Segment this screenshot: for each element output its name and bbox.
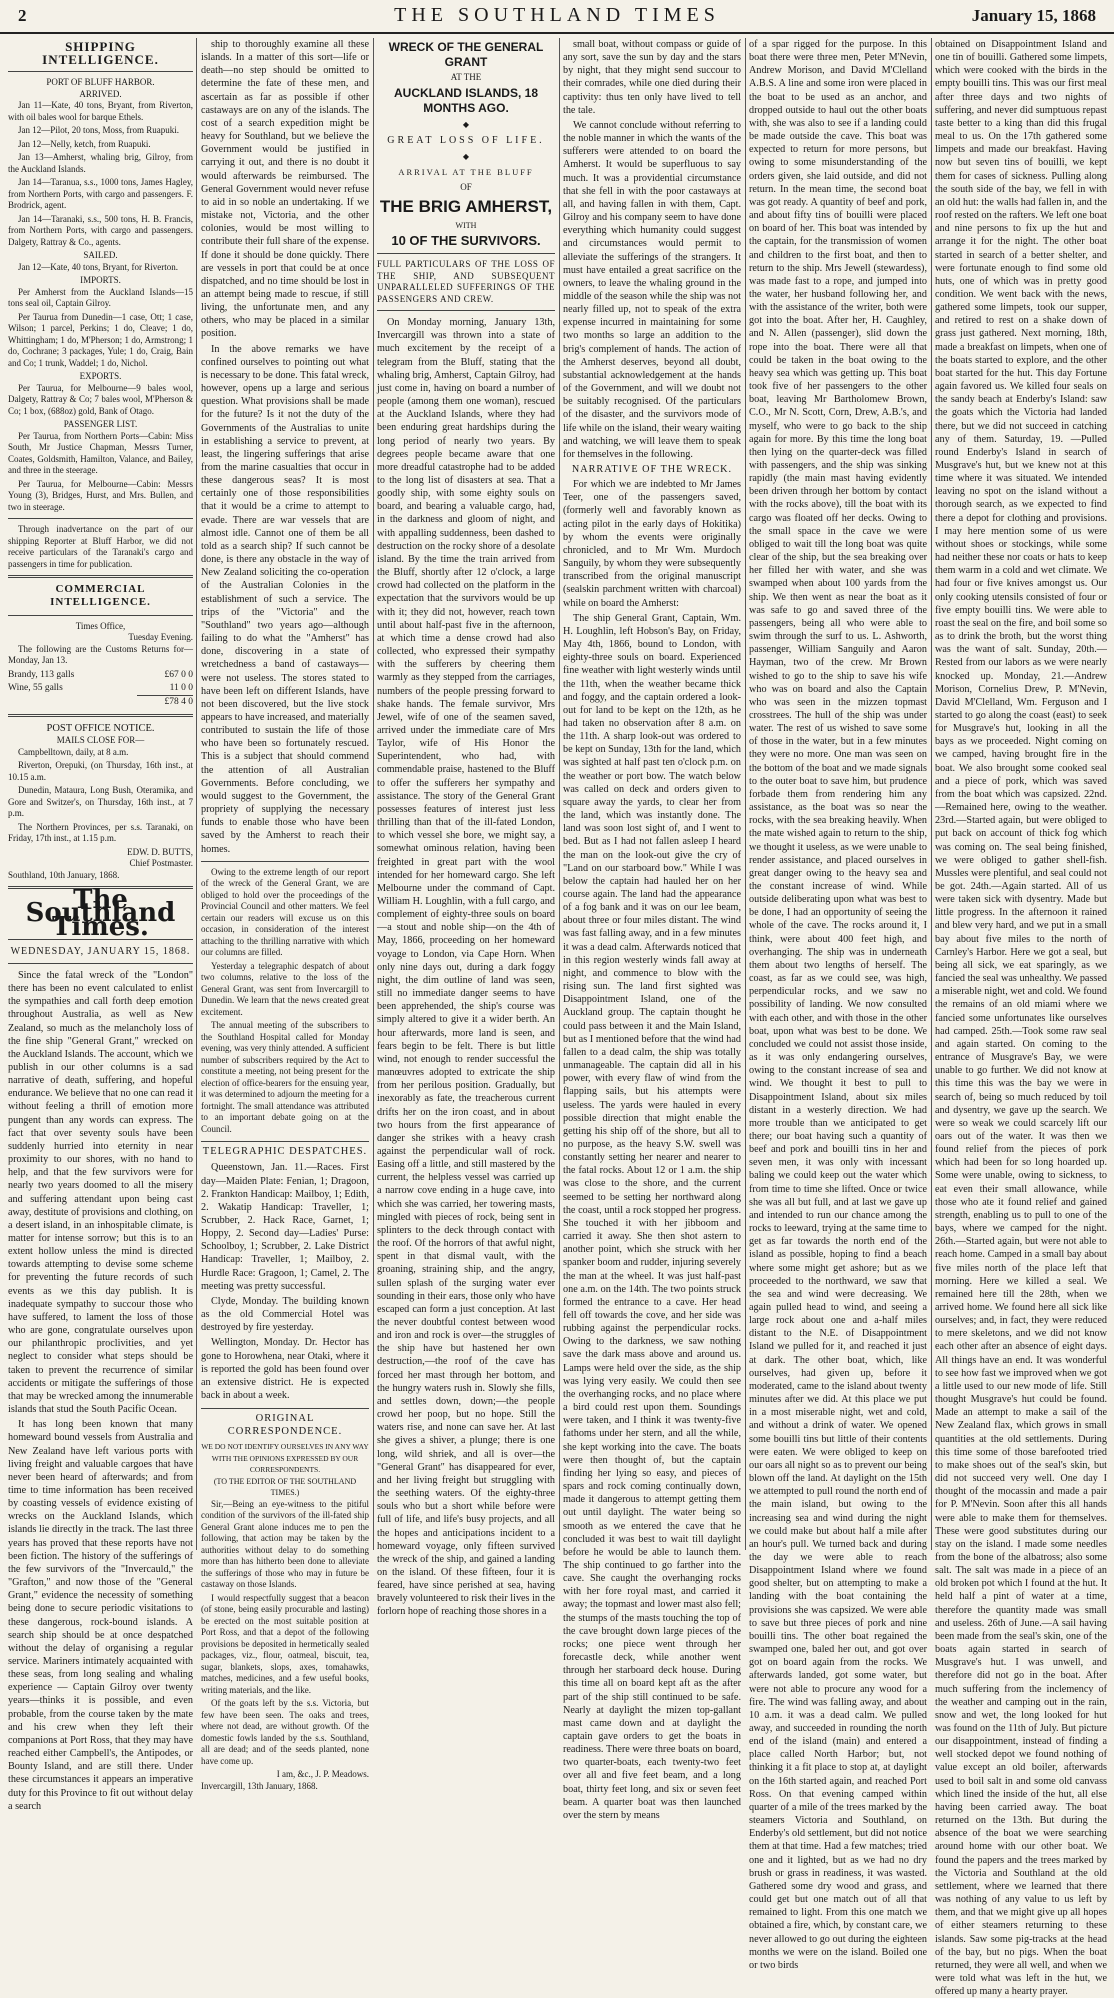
article-paragraph: On Monday morning, January 13th, Invercargill was thrown into a state of much excitement by the receipt of a telegram from the Bluff, stating that the whaling brig, Amherst, Captain Gilroy, had just come in, having on board a number of people (among them one woman), rescued at the Auckland Islands, where they had been enduring great hardships during the long period of nearly two years. By degrees people became aware that one more dreadful catastrophe had to be added to the long list of disasters at sea. That a goodly ship, with some eighty souls on board, and bearing a valuable cargo, had, in the darkness and gloom of night, and with appalling suddenness, been dashed to destruction on the rocky shore of a desolate island. By the time the train arrived from the Bluff, shortly after 12 o'clock, a large crowd had collected on the platform in the expectation that the survivors would be up with it; they did not, however, reach town until about half-past five in the afternoon, at which time a dense crowd had also collected, who expressed their sympathy with the sufferers by cheering them warmly as they stepped from the carriages, numbers of the people pressing forward to shake hands. The female survivor, Mrs Jewel, wife of one of the seamen saved, arrived under the immediate care of Mrs Taylor, wife of His Honor the Superintendent, who had, with commendable praise, hastened to the Bluff to offer the sufferers her sympathy and assistance. The story of the General Grant possesses features of interest just less thrilling than that of the ill-fated London, to which vessel she bore, we might say, a somewhat ominous relation, having been freighted in great part with the wool intended for her homeward cargo. She left Melbourne under the command of Capt. William H. Loughlin, with a full cargo, and complement of eighty-three souls on board—a stout and noble ship—on the 4th of May, 1866, proceeding on her homeward voyage to London, via Cape Horn. When only nine days out, during a dark foggy night, the dim outline of land was seen, still no immediate danger seems to have been apprehended, the ship's course was simply altered to give it a wider berth. An hour afterwards, more land is seen, and fears begin to be felt. There is but little wind, not enough to render successful the manœuvres adopted to extricate the ship from her perilous position. Gradually, but inexorably as fate, the treacherous current drifts her on the iron coast, and in about two hours from the first appearance of danger she strikes with a heavy crash against the perpendicular wall of rock. Easing off a little, and still mastered by the current, the helpless vessel was carried up a narrow cove ending in a huge cave, into which she was carried, her towering masts, mingled with pieces of rock, being sent in splinters to the deck through contact with the roof. Of the horrors of that awful night, spent in that dismal vault, with the groaning, straining ship, and the angry, sullen splash of the surging water ever sounding in their ears, those only who have escaped can form a just conception. At last the never doubtful contest between wood and iron and rock is over—the struggles of the ship have but hastened her own destruction,—the roof of the cave has forced her mast through her bottom, and the hungry waters rush in. Slowly she fills, and settles down, down;—the people crowd her poop, but no hope. Still the waters rise, and none can save her. At last she gives a shiver, a plunge; there is one long, wild shriek, and all is over—the "General Grant" has disappeared for ever, and her living freight but struggling with the seething waters. Of the eighty-three souls who but a short while before were full of life, and life's busy projects, and all the hopes and anticipations incident to a homeward voyage, only fifteen survived the wreck of the ship, and gained a landing on the island. Of these fifteen, four it is feared, have since perished at sea, having bravely volunteered to risk their lives in the forlorn hope of reaching those shores in a [377, 317, 555, 1618]
exports-heading: EXPORTS. [79, 371, 122, 382]
table-row [8, 669, 193, 682]
narrative-heading: NARRATIVE OF THE WRECK. [571, 464, 733, 475]
column-5 [749, 38, 927, 1971]
shipping-heading: SHIPPING INTELLIGENCE. [42, 39, 159, 68]
list-item: Per Taurua, for Melbourne—Cabin: Messrs Young (3), Bridges, Hurst, and Mrs. Bullen, and two in steerage. [8, 478, 193, 512]
correspondence-note: WE DO NOT IDENTIFY OURSELVES IN ANY WAY WITH THE OPINIONS EXPRESSED BY OUR CORRESPONDENTS. [201, 1442, 369, 1475]
article-paragraph: The ship General Grant, Captain, Wm. H. Loughlin, left Hobson's Bay, on Friday, May 4th, 1866, bound to London, with eighty-three souls on board. Experienced fine weather with light westerly winds until the 11th, when the weather became thick and foggy, and the captain ordered a look-out for land to be kept on the 12th, as he had taken no observation after 8 a.m. on the 11th. A sharp look-out was ordered to be kept on Sunday, 13th for the land, which was sighted at half past ten o'clock p.m. on the weather or port bow. The watch below was called on deck and orders given to square away the yards, to clear her from the land, which was instantly done. The land was soon lost sight of, and I went to bed. But as I had not fallen asleep I heard the man on the look-out give the cry of "Land on our starboard bow." While I was below the captain had hauled her on her course again. The land had the appearance of a fog bank and it was on our lee beam, about three or four miles distant. The wind was fast falling away, and in a few minutes it was a dead calm. Afterwards noticed that in this region westerly winds fall away at night, and commence to blow with the rising sun. The land first sighted was Disappointment Island, one of the Auckland group. The captain thought he could pass between it and the Main Island, but as I mentioned before that the wind had fallen to a dead calm, the ship was totally unmanageable. The captain did all in his power, with every flaw of wind from the flapping sails, but his attempts were useless. The yards were hauled in every possible direction that might enable the getting his ship off of the shore, but all to no purpose, as the heavy S.W. swell was constantly setting her nearer and nearer to the fatal rocks. About 12 or 1 a.m. the ship was close to the shore, and the current seemed to be setting her northward along the coast, until a rock stopped her progress. She touched it with her jibboom and carried it away. She then shot astern to another point, which she struck with her spanker boom and rudder, injuring severely the man at the wheel. It was just half-past one a.m. on the 14th. The two points struck formed the entrance to a cave. Her head fell off towards the cove, and her side was rubbing against the perpendicular rocks. Owing to the darkness, we saw nothing save the dark mass above and around us. Lamps were held over the side, as the ship was lying very easily. We could then see the overhanging rocks, and no place where a bird could rest upon them. Soundings were taken, and I think it was twenty-five fathoms under her stern, and all the while, she kept working into the cave. The boats were then thought of, but the captain finding her lying so easy, and pieces of spars and rock coming continually down, made it dangerous to attempt getting them out until daylight. The water being so smooth as we entered the cave that he concluded it was best to wait till daylight before he would be able to launch them. The ship continued to go farther into the cave. She caught the overhanging rocks with her fore royal mast, and carried it away; the topmast and lower mast also fell; the stumps of the masts touching the top of the cave brought down large pieces of the rocks; one piece went through her forecastle deck, while another went through her starboard deck house. During this time all on board kept aft as the after part of the ship still continued to be safe. Nearly at daylight the mizen top-gallant mast came down and at daylight the captain gave orders to get the boats in readiness. There were three boats on board, two quarter-boats, each twenty-two feet over all and five feet beam, and a long boat, thirty feet long, and six or seven feet beam. A quarter boat was then launched over the stern by means [563, 612, 741, 1821]
post-date: Southland, 10th January, 1868. [8, 869, 120, 880]
issue-date: January 15, 1868 [971, 6, 1096, 25]
postmaster-title: Chief Postmaster. [129, 858, 193, 869]
column-6 [935, 38, 1107, 1998]
column-rule [931, 38, 932, 1550]
list-item: Jan 12—Pilot, 20 tons, Moss, from Ruapuki. [18, 125, 180, 136]
correspondence-heading: ORIGINAL CORRESPONDENCE. [201, 1408, 369, 1438]
wreck-subheading: FULL PARTICULARS OF THE LOSS OF THE SHIP, AND SUBSEQUENT UNPARALLELED SUFFERINGS OF THE PASSENGERS AND CREW. [377, 259, 555, 304]
news-item: Owing to the extreme length of our report of the wreck of the General Grant, we are obliged to hold over the proceedings of the Provincial Council and other matters. We feel certain our readers will excuse us on this occasion, in consideration of the interest attaching to the thrilling narrative with which our columns are filled. [201, 866, 369, 958]
column-rule [196, 38, 197, 1550]
leader-date: WEDNESDAY, JANUARY 15, 1868. [10, 945, 191, 957]
list-item: Jan 12—Nelly, ketch, from Ruapuki. [18, 138, 151, 149]
imports-heading: IMPORTS. [80, 275, 121, 286]
nameplate: The Southland Times. [25, 885, 176, 942]
table-cell: Brandy, 113 galls [8, 669, 75, 680]
article-paragraph: small boat, without compass or guide of any sort, save the sun by day and the stars by night, that they might send succour to their comrades, while one died during their captivity: thus ten only have lived to tell the tale. [563, 39, 741, 116]
article-paragraph: of a spar rigged for the purpose. In this boat there were three men, Peter M'Nevin, Andrew Morison, and David M'Clelland A.B.S. A line and some iron were placed in the boat to be used as an anchor, and dropped outside to haul out the other boats with, she was also to see if a landing could be made outside the cave. This boat was expected to return for more persons, but owing to some misunderstanding of the orders given, she laid outside, and did not return. In the mean time, the second boat was got ready. A quantity of beef and pork, and about fifty tins of bouilli were placed on board of her. This boat was intended by the captain, for the transmission of women and children to the first boat, and then to return to the ship. Mrs Jewell (stewardess), was made fast to a rope, and jumped into the water, her husband following her, and with the assistance of the writer, both were got into the boat. After her, H. Caughley, and N. Allen (passenger), slid down the rope into the boat. There were all that could be taken in the boat owing to the heavy sea which was getting up. This boat took five of her passengers to the other boat, leaving Mr Bartholomew Brown, C.O., Mr N. Scott, Corn, Drew, A.B.'s, and myself, who were to go back to the ship again for more. By this time the long boat then lying on the quarter-deck was filled with passengers, and the ship was sinking rapidly (the main mast having evidently been driven through her bottom by contact with the rocks above), till the boat with its cargo was floated off her decks. Owing to the small space in the cave we were obliged to wait till the long boat was quite clear of the ship, but the sea breaking over her filled her with water, and she was swamped when about 100 yards from the ship. We then went as near the boat as it was safe to go and saved three of the passengers, being all who were able to swim through the surf to us. L. Ashworth, passenger, William Sanguily and Aaron Hayman, two of the crew. Mr Brown wished to go to the ship to save his wife who was on board and also the Captain who was seen in the mizzen topmast crosstrees. The hull of the ship was under water. The rest of us wished to save some of those in the water, but in a few minutes they were no more. One man was seen on the bottom of the boat and we made signals to the outer boat to save him, but prudence forbade them from rendering him any assistance, as the boat was so near the rocks, with the sea breaking heavily. When the mate wished again to return to the ship, we thought it useless, as we were unable to render assistance, and placed ourselves in great danger owing to the heavy sea and the constant increase of wind. While outside deliberating upon what was best to be done, I had an opportunity of seeing the whole of the cave. The rocks around it, I think, were about 400 feet high, and overhanging. The ship was in underneath them about two lengths of herself. The coast, as far as we could see, was high, perpendicular rocks, and we saw no possibility of landing. We now consulted with each other, and with those in the other boat, upon what was best to be done. We concluded we could not assist those inside, as it was only endangering ourselves, owing to the constant increase of sea and wind. We thought it best to pull to Disappointment Island, about six miles distant in a westerly direction. We had more trouble than we anticipated to get there; our boat having such a quantity of beef and pork and bouilli tins in her and seven men, it was only with incessant baling we could keep out the water which from time to time she lifted. Once or twice she was all but full, and at last we gave up and intended to run our chance among the rocks to leeward, trying at the same time to get as far towards the north end of the island as possible, hoping to find a beach where some might get ashore; but as we proceeded to the northward, we saw that the sea and wind were decreasing. We again pulled head to wind, and seeing a large rock about one and a-half miles distant to the N.E. of Disappointment Island we pulled for it, and reached it just at dark. The other boat, which, like ourselves, had given up, before it moderated, came to the island about twenty minutes after we did. At this place we put in a most miserable night, wet and cold, and without a drink of water. We opened some bouilli tins but little of their contents were eaten. We were obliged to keep on our oars all night so as to prevent our being blown off the land. At daylight on the 15th we attempted to pull round the north end of the main island, but owing to the increasing sea and wind during the night we could make but about half a mile after an hour's pull. We turned back and during the day we were able to reach Disappointment Island where we found good shelter, but on attempting to make a landing with the boat containing the provisions she was capsized. We were able to save but three pieces of pork and nine bouilli tins. The other boat regained the swamped one, baled her out, and got over got on board again from the rocks. We afterwards landed, got some water, but were not able to procure any wood for a fire. The wind was falling away, and about 10 a.m. it was a dead calm. We pulled away, and succeeded in rounding the north end of the island (main) and entered a place called North Harbor; but, not thinking it a fit place to stop at, at daylight on the 16th started again, and reached Port Ross. On that evening camped within quarter of a mile of the trees marked by the steamers Victoria and Southland, on Enderby's old settlement, but did not notice them at that time. Had a few matches; tried one and it lighted, but as we had no dry brush or grass in readiness, it was wasted. Gathered some dry wood and grass, and could get but one match out of all that remained to light. From this one match we obtained a fire, which, by constant care, we never allowed to go out during the eighteen months we were on the island. Boiled one or two birds [749, 39, 927, 1971]
column-3: WRECK OF THE GENERAL GRANT AT THE AUCKLAND ISLANDS, 18 MONTHS AGO. ◆ GREAT LOSS OF LIFE. ◆ ARRIVAL AT THE BLUFF OF THE BRIG AMHERST, WITH 10 OF THE SURVIVORS. FULL PARTICULARS OF THE LOSS OF THE SHIP, AND SUBSEQUENT UNPARALLELED SUFFERINGS OF THE PASSENGERS AND CREW. On Monday morning, January 13th, Invercargill was thrown into a state of much excitement by the receipt of a telegram from the Bluff, stating that the whaling brig, Amherst, Captain Gilroy, had just come in, having on board a number of people (among them one woman), rescued at the Auckland Islands, where they had been enduring great hardships during the long period of nearly two years. By degrees people became aware that one more dreadful catastrophe had to be added to the long list of disasters at sea. That a goodly ship, with some eighty souls on board, and bearing a valuable cargo, had, in the darkness and gloom of night, and with appalling suddenness, been dashed to destruction on the rocky shore of a desolate island. By the time the train arrived from the Bluff, shortly after 12 o'clock, a large crowd had collected on the platform in the expectation that the survivors would be up with it; they did not, however, reach town until about half-past five in the afternoon, at which time a dense crowd had also collected, who expressed their sympathy with the sufferers by cheering them warmly as they stepped from the carriages, numbers of the people pressing forward to shake hands. The female survivor, Mrs Jewel, wife of one of the seamen saved, arrived under the immediate care of Mrs Taylor, wife of His Honor the Superintendent, who had, with commendable praise, hastened to the Bluff to offer the sufferers her sympathy and assistance. The story of the General Grant possesses features of interest just less thrilling than that of the ill-fated London, to which vessel she bore, we might say, a somewhat ominous relation, having been freighted in great part with the wool intended for her homeward cargo. She left Melbourne under the command of Capt. William H. Loughlin, with a full cargo, and complement of eighty-three souls on board—a stout and noble ship—on the 4th of May, 1866, proceeding on her homeward voyage to London, via Cape Horn. When only nine days out, during a dark foggy night, the dim outline of land was seen, still no immediate danger seems to have been apprehended, the ship's course was simply altered to give it a wider berth. An hour afterwards, more land is seen, and fears begin to be felt. There is but little wind, not enough to render successful the manœuvres adopted to extricate the ship from her perilous position. Gradually, but inexorably as fate, the treacherous current drifts her on the iron coast, and in about two hours from the first appearance of danger she strikes with a heavy crash against the perpendicular wall of rock. Easing off a little, and still mastered by the current, the helpless vessel was carried up a narrow cove ending in a huge cave, into which she was carried, her towering masts, mingled with pieces of rock, being sent in splinters to the deck through contact with the roof. Of the horrors of that awful night, spent in that dismal vault, with the groaning, straining ship, and the angry, sullen splash of the surging water ever sounding in their ears, those only who have escaped can form a just conception. At last the never doubtful contest between wood and iron and rock is over—the struggles of the ship have but hastened her own destruction,—the roof of the cave has forced her mast through her bottom, and the hungry waters rush in. Slowly she fills, and settles down, down;—the people crowd her poop, but no hope. Still the waters rise, and none can save her. At last she gives a shiver, a plunge; there is one long, wild shriek, and all is over—the "General Grant" has disappeared for ever, and her living freight but struggling with the seething waters. Of the eighty-three souls who but a short while before were full of life, and life's busy projects, and all the hopes and anticipations incident to a homeward voyage, only fifteen survived the wreck of the ship, and gained a landing on the island. Of these fifteen, four it is feared, have since perished at sea, having bravely volunteered to risk their lives in the forlorn hope of reaching those shores in a [377, 40, 555, 1618]
wreck-headline-2: AUCKLAND ISLANDS, 18 MONTHS AGO. [393, 85, 538, 115]
passenger-heading: PASSENGER LIST. [63, 419, 138, 430]
wreck-headline-4: ARRIVAL AT THE BLUFF [398, 166, 534, 177]
telegraphic-heading: TELEGRAPHIC DESPATCHES. [201, 1141, 369, 1158]
correspondence-to: (TO THE EDITOR OF THE SOUTHLAND TIMES.) [213, 1476, 357, 1498]
news-item: Yesterday a telegraphic despatch of about two columns, relative to the loss of the General Grant, was sent from Invercargill to Dunedin. We learn that the news created great excitement. [201, 960, 369, 1017]
article-paragraph: For which we are indebted to Mr James Teer, one of the passengers saved, (formerly well and favorably known as acting pilot in the early days of Hokitika) by whom the events were originally chronicled, and to Mr Wm. Murdoch Sanguily, by whom they were subsequently transcribed from the original manuscript (sealskin parchment written with charcoal) while on board the Amherst: [563, 479, 741, 609]
table-cell: Wine, 55 galls [8, 683, 63, 694]
wreck-headline-5: THE BRIG AMHERST, [379, 196, 553, 216]
customs-table [8, 669, 193, 709]
commercial-heading: COMMERCIAL INTELLIGENCE. [50, 583, 151, 609]
article-paragraph: We cannot conclude without referring to the noble manner in which the wants of the sufferers were attended to on board the Amherst. It would be superfluous to say much. It was a providential circumstance that she fell in with the poor castaways at all, and having fallen in with them, Capt. Gilroy and his company seem to have done everything which humanity could suggest and circumstances would permit to alleviate the sufferings of the strangers. It must have entailed a great sacrifice on the owners, to leave the whaling ground in the middle of the season while the ship was not nearly filled up, not to speak of the extra expense incurred in maintaining for some two months so large an addition to the brig's complement of hands. The action of the Amherst deserves, beyond all doubt, substantial acknowledgement at the hands of the Government, and will we doubt not be suitably recognised. Of the particulars of the disaster, and the survivors mode of life while on the island, their weary waiting and watching, we will leave them to speak for themselves in the following. [563, 119, 741, 460]
headline-of: OF [460, 182, 472, 193]
table-cell: £67 0 0 [164, 669, 193, 680]
letter-paragraph: I would respectfully suggest that a beacon (of stone, being easily procurable and lasting) be erected on the most suitable position at Port Ross, and that a depot of the following provisions be deposited in hermetically sealed packages, viz., flour, oatmeal, biscuit, tea, sugar, blankets, slops, axes, tomahawks, matches, medicines, and a few useful books, writing materials, and the like. [201, 1592, 369, 1695]
list-item: Campbelltown, daily, at 8 a.m. [18, 746, 129, 757]
letter-date: Invercargill, 13th January, 1868. [201, 1780, 318, 1791]
times-office: Times Office, [75, 620, 126, 631]
list-item: Riverton, Orepuki, (on Thursday, 16th inst., at 10.15 a.m. [8, 760, 193, 782]
port-heading: PORT OF BLUFF HARBOR. [46, 77, 155, 88]
wreck-headline: WRECK OF THE GENERAL GRANT [388, 40, 544, 69]
table-cell: £78 4 0 [137, 695, 193, 709]
table-row [8, 695, 193, 709]
column-1 [8, 38, 193, 1812]
wreck-headline-6: 10 OF THE SURVIVORS. [391, 233, 541, 249]
column-rule [373, 38, 374, 1550]
letter-paragraph: Sir,—Being an eye-witness to the pitiful condition of the survivors of the ill-fated ship General Grant alone induces me to pen the following, that action may be taken by the authorities without delay to do something more than has hitherto been done to alleviate the sufferings of those who may in future be castaway on those Islands. [201, 1498, 369, 1590]
list-item: Per Amherst from the Auckland Islands—15 tons seal oil, Captain Gilroy. [8, 286, 193, 309]
list-item: Jan 14—Taranaki, s.s., 500 tons, H. B. Francis, from Northern Ports, with cargo and passengers. Dalgety, Rattray & Co., agents. [8, 213, 193, 247]
column-2 [201, 38, 370, 1791]
headline-at: AT THE [450, 72, 482, 82]
letter-paragraph: Of the goats left by the s.s. Victoria, but few have been seen. The oaks and trees, where not dead, are without growth. Of the domestic fowls landed by the s.s. Southland, all are dead; and of the seeds planted, none have come up. [201, 1698, 369, 1766]
newspaper-title: THE SOUTHLAND TIMES [394, 4, 720, 26]
arrivals-list [8, 100, 193, 248]
telegraph-item: Clyde, Monday. The building known as the old Commercial Hotel was destroyed by fire yesterday. [201, 1295, 369, 1334]
leader-paragraph: In the above remarks we have confined ourselves to pointing out what is necessary to be done. This fatal wreck, however, opens up a large and serious question. What provisions shall be made for the future? Is it not the duty of the Governments of the Australias to unite in establishing a service to prevent, at least, the lingering sufferings that arise from the marine casualties that occur in these dangerous seas? It is most certainly one of those responsibilities that it would be a crime to attempt to evade. There are war vessels that are almost idle. Cannot one of them be all told as a search ship? If such cannot be done, is there any obstacle in the way of New Zealand soliciting the co-operation of the Australian Colonies in the establishment of such a service. The trips of the "Victoria" and the "Southland" two years ago—although failing to do what the "Amherst" has done, discovering in a state of wretchedness a band of castaways—were not useless. The stores stated to have been left on different Islands, have not been discovered, but the live stock appears to have increased, and materially contributed to sustain the life of those who have been so fortunately rescued. This is a subject that should commend the attention of all Australian Governments. Before concluding, we would suggest to the Government, the propriety of supplying the necessary funds to enable those who have been saved by the Amherst to reach their homes. [201, 343, 370, 855]
telegraph-item: Queenstown, Jan. 11.—Races. First day—Maiden Plate: Fenian, 1; Dragoon, 2. Frankton Handicap: Mailboy, 1; Edith, 2. Wakatip Handicap: Traveller, 1; Scrubber, 2. Hack Race, Garnet, 1; Hoppy, 2. Second day—Ladies' Purse: Schoolboy, 1; Scrubber, 2. Lake District Handicap: Traveller, 1; Mailboy, 2. Hurdle Race: Gragoon, 1; Camel, 2. The meeting was pretty successful. [201, 1162, 369, 1292]
list-item: Jan 14—Taranua, s.s., 1000 tons, James Hagley, from Northern Ports, with cargo and passengers. F. Brodrick, agent. [8, 177, 193, 211]
news-item: The annual meeting of the subscribers to the Southland Hospital called for Monday evening, was very thinly attended. A sufficient number of subscribers required by the Act to constitute a meeting, not being present for the election of office-bearers for the ensuing year, it was determined to adjourn the meeting for a fortnight. The small attendance was attributed to an important debate going on at the Council. [201, 1020, 369, 1134]
wreck-headline-3: GREAT LOSS OF LIFE. [387, 134, 545, 146]
telegraph-item: Wellington, Monday. Dr. Hector has gone to Horowhena, near Otaki, where it is reported the gold has been found over an extensive district. He is expected back in about a week. [201, 1337, 369, 1401]
table-cell: 11 0 0 [169, 682, 193, 693]
list-item: Jan 12—Kate, 40 tons, Bryant, for Riverton. [18, 261, 178, 272]
column-4 [563, 38, 741, 1821]
leader-paragraph: It has long been known that many homeward bound vessels from Australia and New Zealand have left various ports with living freight and valuable cargoes that have never been heard of afterwards; and from time to time information has been received by coasting vessels of evidence existing of wrecks on the Auckland Islands, which islands lie directly in the track. The last three years has proved that these reports have not been fiction. The history of the sufferings of the few survivors of the "Invercauld," the "Grafton," and now those of the "General Grant," evidence the necessity of something being done to secure periodic visitations to these dangerous, rock-bound islands. A search ship should be at once despatched without the delay of organising a regular service. Mariners intimately acquainted with these seas, from long sealing and whaling experience — Captain Gilroy over twenty years—thinks it is possible, and even probable, from the course taken by the mate and his crew when they left their companions at Port Ross, that they may have reached either Campbell's, the Antipodes, or Bounty Island, and are still there. Under these circumstances it appears an imperative duty for this Province to fit out without delay a search [8, 1419, 193, 1812]
customs-intro: The following are the Customs Returns for—Monday, Jan 13. [8, 643, 193, 666]
sailed-heading: SAILED. [83, 250, 118, 261]
article-paragraph: obtained on Disappointment Island and one tin of bouilli. Gathered some limpets, which were cooked with the birds in the empty bouilli tins. This was our first meal after three days and two nights of suffering, and never did sumptuous repast taste better to a king than did this frugal meal to us. On the 17th gathered some limpets and made our breakfast. Having now but seven tins of bouilli, we kept them for cases of sickness. Pulling along the south side of the bay, we fell in with an old hut: the walls had fallen in, and the roof rested on the rafters. We left one boat and nine persons to fix up the hut and arrange it for the night. The other boat started in search of a better shelter, and were fortunate enough to find some old huts, one of which was in pretty good condition. We went back with the news, gathered some limpets, took our supper, and retired to rest on a shake down of grass just gathered. Next morning, 18th, made a breakfast on limpets, when one of the boats started to explore, and the other boat started for the hut. This day Fortune again favored us. We killed four seals on the sandy beach at Enderby's Island: saw the goats which the Victoria had landed there, but we did not succeed in catching any of them. Saturday, 19. —Pulled round Enderby's Island in search of Musgrave's hut, but we knew not at this time where it was situated. We intended leaving no spot on the island without a thorough search, as we expected to find there a depot for clothing and provisions. I may here mention some of us were without shoes or stockings, while some had neither these nor coats or hats to keep them warm in a cold and wet climate. We had four or five knives amongst us. Our only cooking utensils consisted of four or five empty bouilli tins. We were able to roast the seal on the fire, and boil some so as to drink the broth, but the worst thing was the want of salt. Sunday, 20th.—Rested from our labors as we were nearly knocked up. Monday, 21.—Andrew Morison, Cornelius Drew, P. M'Nevin, David M'Clelland, Wm. Ferguson and I started to go along the coast (east) to seek for Musgrave's hut, looking in all the bays as we proceeded. Night coming on we camped, having brought fire in the boat. We also brought some cooked seal and a piece of pork, which was saved from the boat which was capsized. 22nd.—Remained here, owing to the weather. 23rd.—Started again, but were obliged to put back on account of thick fog which was coming on. The seal being finished, we were obliged to gather shell-fish. Mussles were plentiful, and seal could not be got. 24th.—Again started. All of us were taken sick with dysentry. Made but little progress. In the afternoon it rained and blew very hard, and we put in a small bay about five miles to the north of Carnley's Harbor. Here we got a seal, but being all sick, we eat sparingly, as we fancied the seal was unhealthy. We passed a miserable night, wet and cold. We found the remains of an old miami where we fancied some unfortunates like ourselves had camped. 25th.—Took some raw seal and again started. On coming to the entrance of Musgrave's Bay, we were unable to go further. We did not know at this time this was the bay we were in search of, being so much reduced by toil and dysentry, we gave up the search. We were so weak we could scarcely lift our oars out of the water. It was then we found relief from the pieces of pork which had been for so long hoarded up. Some were unable, owing to sickness, to eat even their small allowance, while those who ate it found relief and gained strength, enabling us to pull to one of the bays, where we camped for the night. 26th.—Started again, but were not able to reach home. Camped in a small bay about five miles north of the place left that morning. Here we killed a seal. We remained here till the 28th, when we arrived home. We found here all sick like ourselves; and, in fact, they were reduced to mere skeletons, and we did not know each other after an absence of eight days. All things have an end. It was wonderful to see how fast we improved when we got a little used to our new mode of life. Still thought Musgrave's hut could be found. Made an attempt to make a sail of the New Zealand flax, which grows in small quantities at the old settlements. During this time some of those barefooted tried to make shoes out of the seal's skin, but did not succeed very well. One day I thought of the mocassin and made a pair for P. M'Nevin. Soon after this all hands were able to make them for themselves. These were good substitutes during our stay on the island. I made some needles from the bone of the albatross; also some salt. The salt was made in a piece of an old broken pot which I found at the hut. It held half a pint of water at a time, therefore the quantity made was small and useless. 26th of June.—A sail having been made from the seal's skin, one of the boats again started in search of Musgrave's hut. I was unwell, and therefore did not go in the boat. After much suffering from the inclemency of the weather and camping out in the rain, snow and wet, the long looked for hut was found on the 11th of July. But picture our disappointment, instead of finding a well stocked depot we found nothing of value except an old boiler, afterwards used to boil salt in and some old canvass which lined the inside of the hut, all else having been carried away. The boat returned on the 13th. But during the absence of the boat we were searching around home with our other boat. We found the papers and the trees marked by the Victoria and Southland at the old settlement, where we learned that there was nothing of any value to us left by them, and that we might give up all hopes of either steamers returning to these islands. Saw some pig-tracks at the head of the bay, but no pigs. When the boat returned, they were all well, and when we were told what was left in the hut, we offered up many a hearty prayer. [935, 39, 1107, 1998]
list-item: Dunedin, Mataura, Long Bush, Oteramika, and Gore and Switzer's, on Thursday, 16th inst., at 7 p.m. [8, 785, 193, 819]
page-number: 2 [18, 6, 27, 25]
leader-paragraph: Since the fatal wreck of the "London" there has been no event calculated to enlist the sympathies and call forth deep emotion throughout Australia, as well as New Zealand, so much as the melancholy loss of the fine ship "General Grant," wrecked on the Auckland Islands. The account, which we publish in our other columns is a sad narrative of death, suffering, and hopeful endurance. We believe that no one can read it without feeling a thrill of emotion more pungent than any words can express. The fact that over seventy souls have been suddenly hurried into eternity in near proximity to our shores, with no hand to help, and that the few survivors were for nearly two years doomed to all the misery and suffering attendant upon being cast away, destitute of provisions and clothing, on a desert island, in an inhospitable climate, is matter for intense sorrow; but this is to an extent hollow unless the mind is directed towards attempting to devise some scheme for preventing the future records of such events as we this day publish. It is inadequate sympathy to succour those who have suffered, to lament the loss of those who are gone, congratulate ourselves upon our philanthropic proclivities, and yet neglect to consider what steps should be taken to prevent the recurrence of similar accidents or mitigate the sufferings of those that may be wrecked among the innumerable islands that stud the South Pacific Ocean. [8, 969, 193, 1416]
column-rule [559, 38, 560, 1550]
letter-signature: I am, &c., J. P. Meadows. [276, 1769, 369, 1780]
list-item: The Northern Provinces, per s.s. Taranaki, on Friday, 17th inst., at 1.15 p.m. [8, 821, 193, 844]
list-item: Jan 13—Amherst, whaling brig, Gilroy, from the Auckland Islands. [8, 152, 193, 174]
masthead [0, 0, 1114, 34]
mails-close: MAILS CLOSE FOR— [56, 735, 145, 746]
shipping-notice: Through inadvertance on the part of our shipping Reporter at Bluff Harbor, we did not receive particulars of the Taranaki's cargo and passengers in time for publication. [8, 524, 193, 569]
column-rule [745, 38, 746, 1550]
list-item: Jan 11—Kate, 40 tons, Bryant, from Riverton, with oil bales wool for barque Ethels. [8, 100, 193, 122]
postmaster-name: EDW. D. BUTTS, [127, 846, 193, 857]
list-item: Per Taurua, from Northern Ports—Cabin: Miss South, Mr Justice Chapman, Messrs Turner, Coates, Goldsmith, Hamilton, Valance, and Bailey, and three in the steerage. [8, 430, 193, 476]
list-item: Per Taurua from Dunedin—1 case, Ott; 1 case, Wilson; 1 parcel, Perkins; 1 do, Cleave; 1 do, Whittingham; 1 do, M'Pherson; 1 do, Armstrong; 1 do, Cochrane; 3 packages, Yule; 1 do, Craig, Bain and Co; 1 trunk, Waddel; 1 do, Nichol. [8, 311, 193, 368]
table-row [8, 682, 193, 696]
post-heading: POST OFFICE NOTICE. [46, 723, 155, 735]
arrived-heading: ARRIVED. [79, 88, 122, 99]
headline-with: WITH [455, 220, 477, 230]
leader-paragraph: ship to thoroughly examine all these islands. In a matter of this sort—life or death—no step should be omitted to determine the fate of these men, and ascertain as far as possible if other castaways are on any of the islands. The cost of a search expedition might be heavy for Southland, but we believe the Government would be justified in carrying it out, and there is no doubt it would afterwards be reimbursed. The General Government would never refuse to aid in so noble an undertaking. If we mistake not, Victoria, and the other colonies, would be most willing to contribute their full share of the expense. If done it should be done quickly. There are vessels in port that could be at once dispatched, and no time should be lost in an attempt being made to rescue, if still living, the unfortunate men, and any others, who may be placed in a similar position. [201, 39, 369, 340]
list-item: Per Taurua, for Melbourne—9 bales wool, Dalgety, Rattray & Co; 7 bales wool, M'Pherson & Co; 1 box, (688oz) gold, Bank of Otago. [8, 382, 193, 416]
tuesday-evening: Tuesday Evening. [128, 632, 193, 643]
